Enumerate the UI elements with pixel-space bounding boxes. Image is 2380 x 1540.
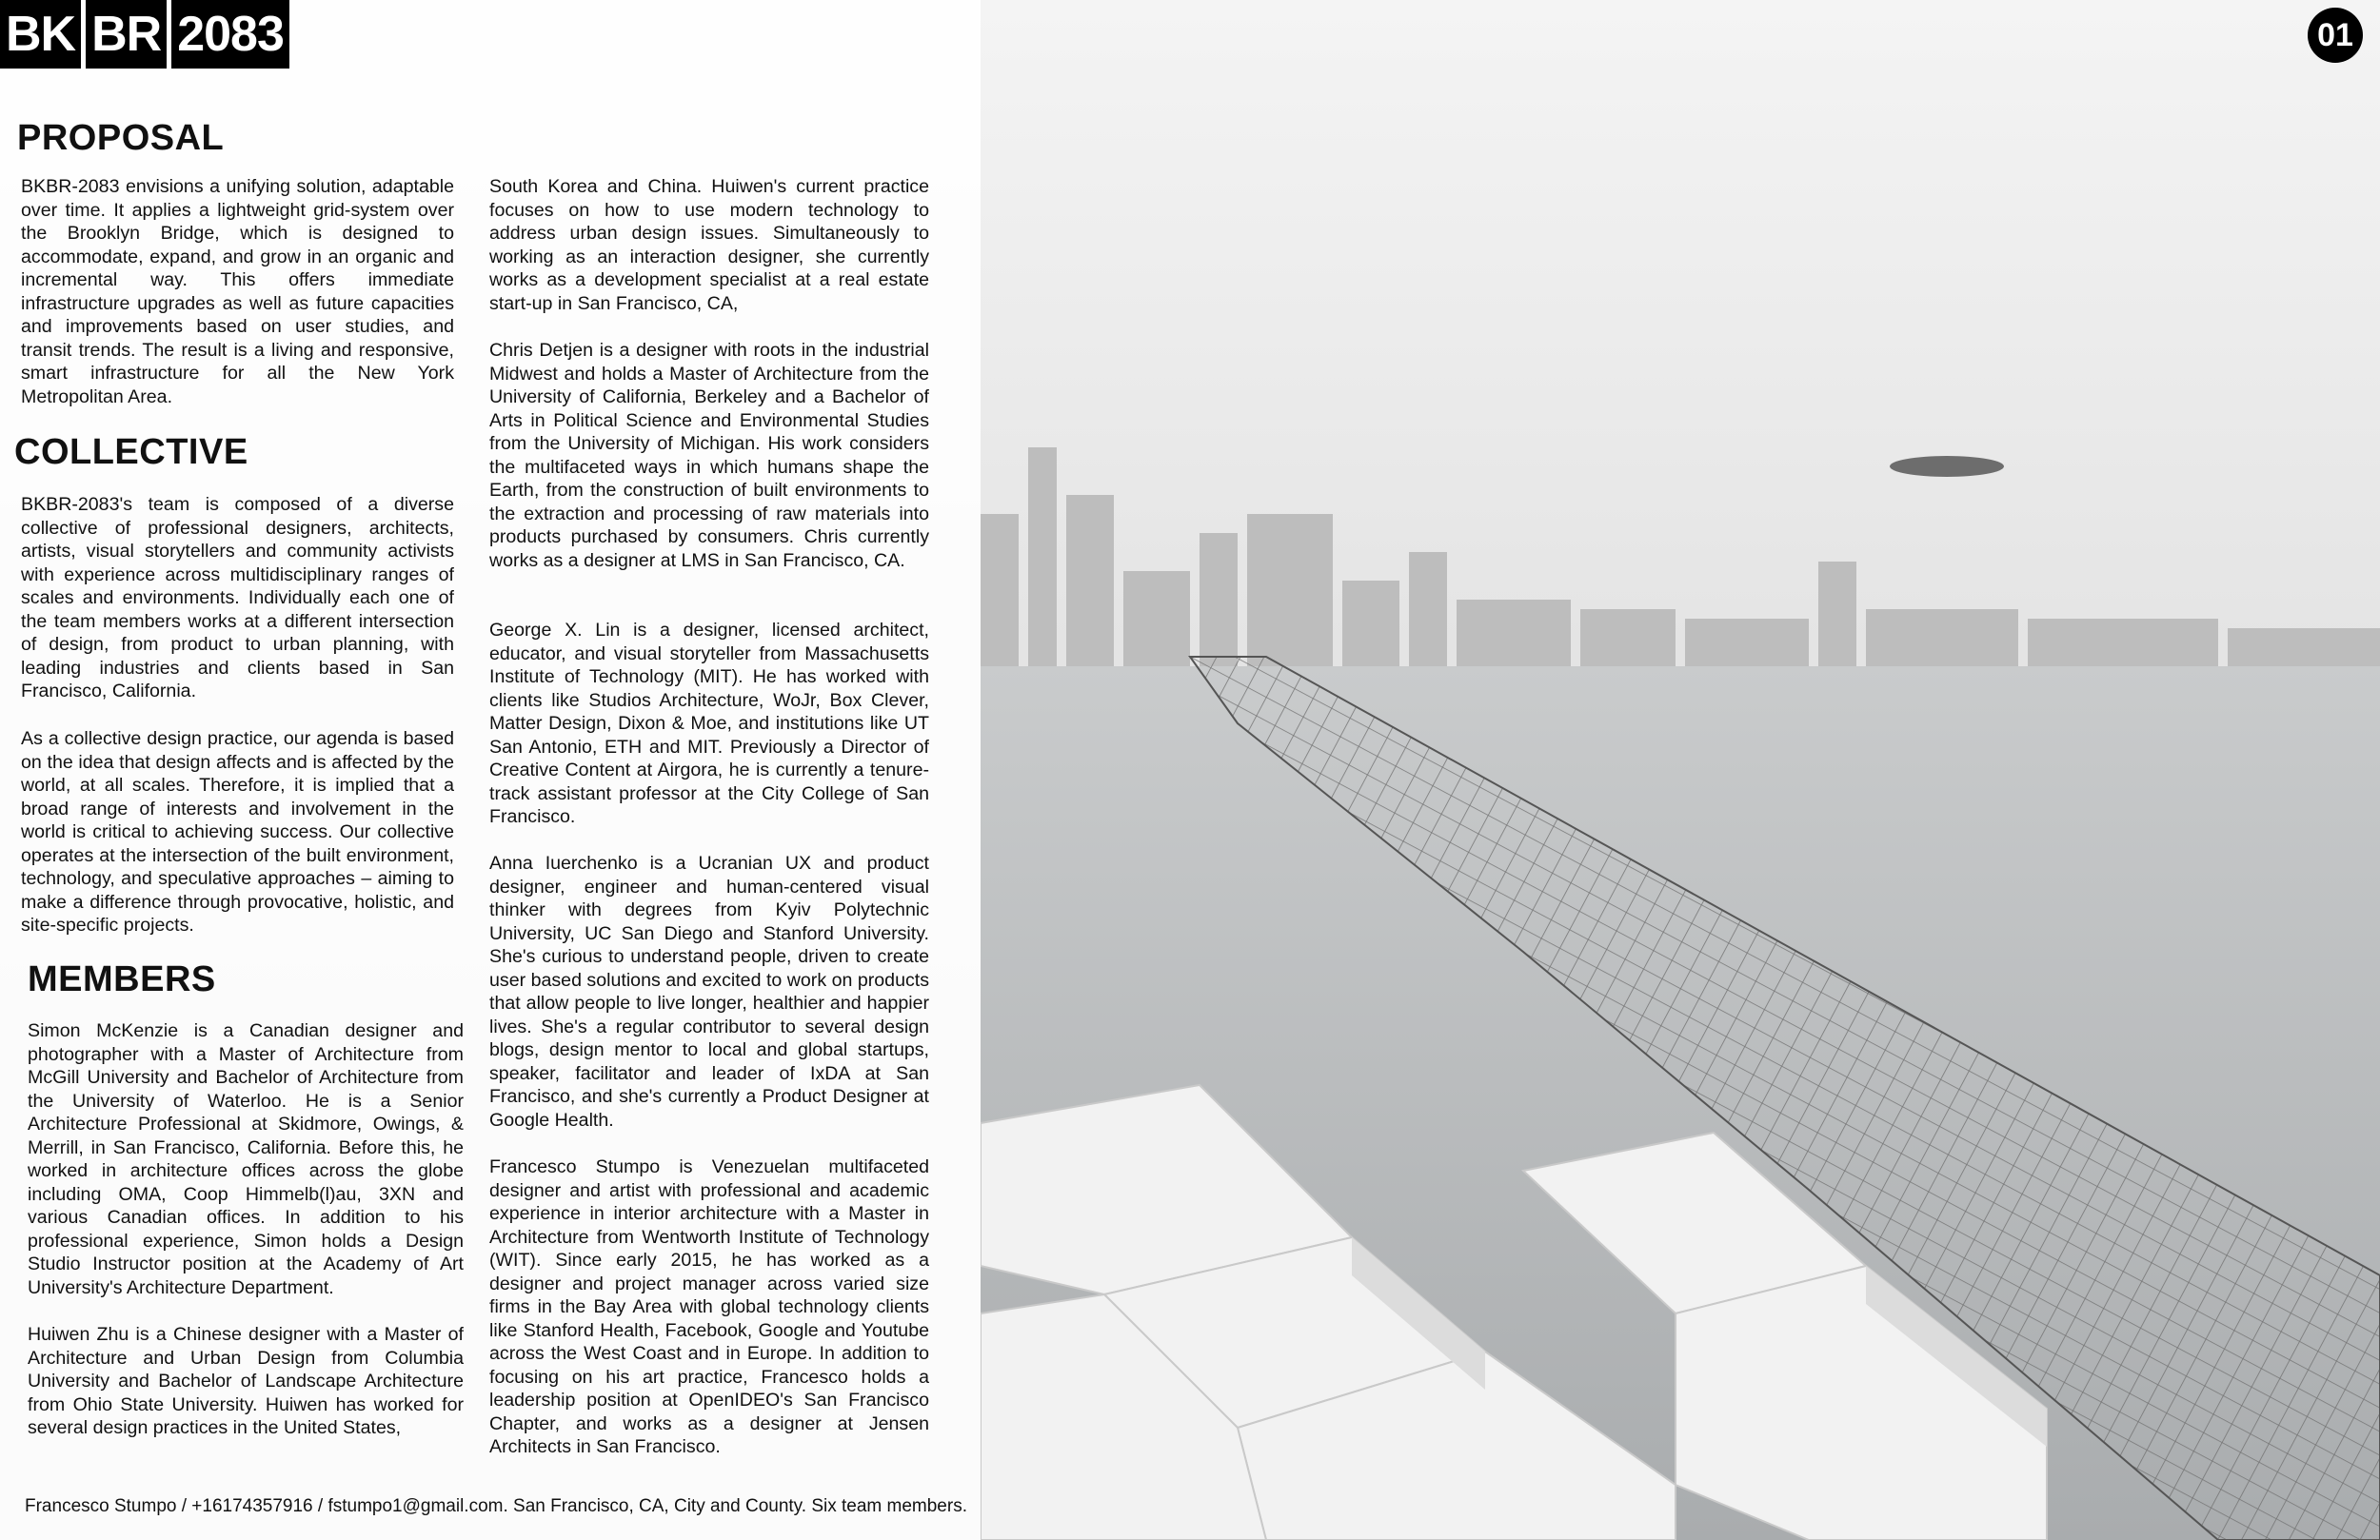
members-heading: MEMBERS <box>28 959 216 999</box>
page-number: 01 <box>2308 8 2363 63</box>
proposal-text: BKBR-2083 envisions a unifying solution, adaptable over time. It applies a lightweight grid-system over the Brooklyn Bridge, which is designed to accommodate, expand, and grow in an organic and incremental way. This offers immediate infrastructure upgrades as well as future capacities and improvements based on user studies, and transit trends. The result is a living and responsive, smart infrastructure for all the New York Metropolitan Area. <box>21 176 454 407</box>
footer-contact: Francesco Stumpo / +16174357916 / fstumpo1@gmail.com. San Francisco, CA, City and County. Six team members. <box>25 1496 967 1516</box>
logo <box>0 0 294 69</box>
proposal-heading: PROPOSAL <box>17 118 225 158</box>
member-bio-george: George X. Lin is a designer, licensed architect, educator, and visual storyteller from Massachusetts Institute of Technology (MIT). He has worked with clients like Studios Architecture, WoJr, Box Clever, Matter Design, Dixon & Moe, and institutions like UT San Antonio, ETH and MIT. Previously a Director of Creative Content at Airgora, he is currently a tenure-track assistant professor at the City College of San Francisco. <box>489 620 929 827</box>
member-bio-francesco: Francesco Stumpo is Venezuelan multifaceted designer and artist with professional and academic experience in interior architecture with a Master in Architecture from Wentworth Institute of Technology (WIT). Since early 2015, he has worked as a designer and project manager across varied size firms in the Bay Area with global technology clients like Stanford Health, Facebook, Google and Youtube across the West Coast and in Europe. In addition to focusing on his art practice, Francesco holds a leadership position at OpenIDEO's San Francisco Chapter, and works as a designer at Jensen Architects in San Francisco. <box>489 1156 929 1457</box>
logo-part: BK <box>0 0 81 69</box>
member-bio-chris: Chris Detjen is a designer with roots in the industrial Midwest and holds a Master of Architecture from the University of California, Berkeley and a Bachelor of Arts in Political Science and Environmental Studies from the University of Michigan. His work considers the multifaceted ways in which humans shape the Earth, from the construction of built environments to the extraction and processing of raw materials into products purchased by consumers. Chris currently works as a designer at LMS in San Francisco, CA. <box>489 340 929 571</box>
member-bio-huiwen-part2: South Korea and China. Huiwen's current practice focuses on how to use modern technology to address urban design issues. Simultaneously to working as an interaction designer, she currently works as a development specialist at a real estate start-up in San Francisco, CA, <box>489 176 929 314</box>
member-bio-simon: Simon McKenzie is a Canadian designer and photographer with a Master of Architecture from McGill University and Bachelor of Architecture from the University of Waterloo. He is a Senior Architecture Professional at Skidmore, Owings, & Merrill, in San Francisco, California. Before this, he worked in architecture offices across the globe including OMA, Coop Himmelb(l)au, 3XN and various Canadian offices. In addition to his professional experience, Simon holds a Design Studio Instructor position at the Academy of Art University's Architecture Department. <box>28 1020 464 1298</box>
member-bio-huiwen-part1: Huiwen Zhu is a Chinese designer with a Master of Architecture and Urban Design from Columbia University and Bachelor of Landscape Architecture from Ohio State University. Huiwen has worked for several design practices in the United States, <box>28 1324 464 1438</box>
logo-part: 2083 <box>171 0 289 69</box>
collective-heading: COLLECTIVE <box>14 432 248 472</box>
member-bio-anna: Anna Iuerchenko is a Ucranian UX and product designer, engineer and human-centered visual thinker with degrees from Kyiv Polytechnic University, UC San Diego and Stanford University. She's curious to understand people, driven to create user based solutions and excited to work on products that allow people to live longer, healthier and happier lives. She's a regular contributor to several design blogs, design mentor to local and global startups, speaker, facilitator and leader of IxDA at San Francisco, and she's currently a Product Designer at Google Health. <box>489 853 929 1131</box>
collective-text-2: As a collective design practice, our agenda is based on the idea that design affects and is affected by the world, at all scales. Therefore, it is implied that a broad range of interests and involvement in the world is critical to achieving success. Our collective operates at the intersection of the built environment, technology, and speculative approaches – aiming to make a difference through provocative, holistic, and site-specific projects. <box>21 728 454 936</box>
logo-part: BR <box>86 0 167 69</box>
collective-text-1: BKBR-2083's team is composed of a diverse collective of professional designers, architects, artists, visual storytellers and community activists with experience across multidisciplinary ranges of scales and environments. Individually each one of the team members works at a different intersection of design, from product to urban planning, with leading industries and clients based in San Francisco, California. <box>21 494 454 701</box>
